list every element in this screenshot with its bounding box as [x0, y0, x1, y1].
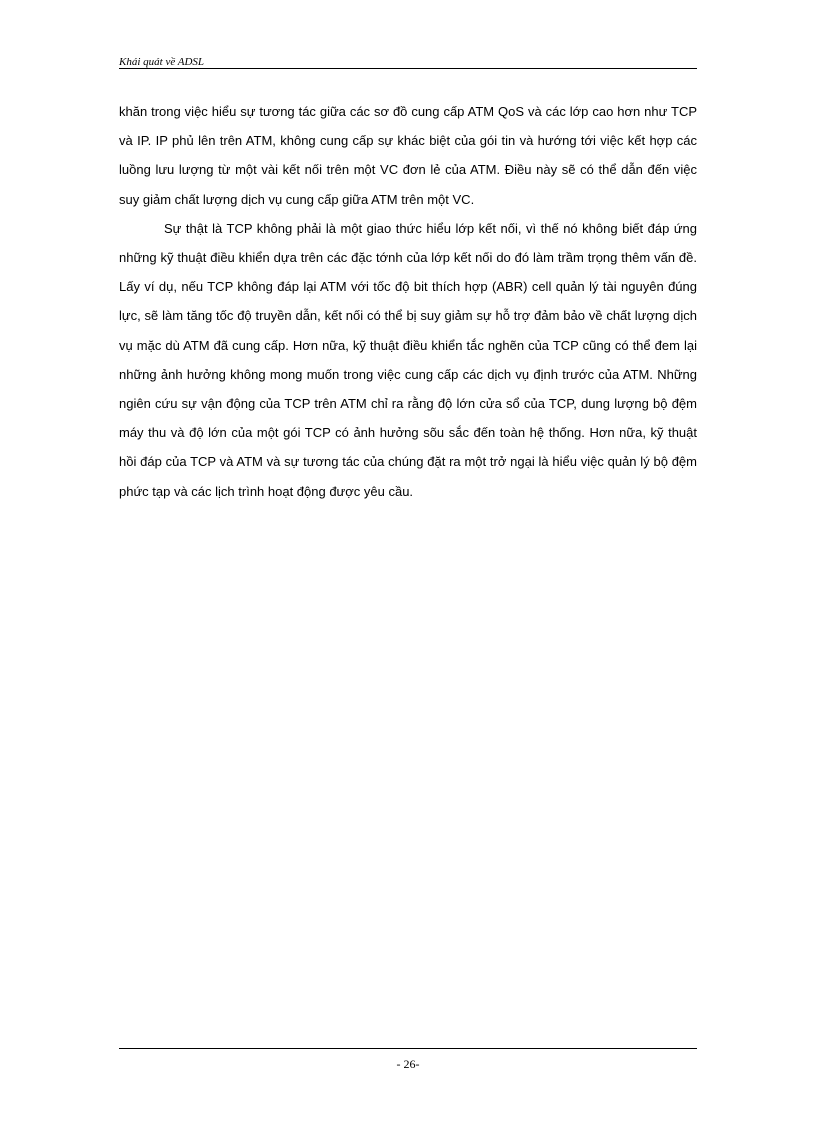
paragraph: khăn trong việc hiểu sự tương tác giữa các sơ đồ cung cấp ATM QoS và các lớp cao hơn như TCP và IP. IP phủ lên trên ATM, không cung cấp sự khác biệt của gói tin và hướng tới việc kết hợp các luồng lưu lượng từ một vài kết nối trên một VC đơn lẻ của ATM. Điều này sẽ có thể dẫn đến việc suy giảm chất lượng dịch vụ cung cấp giữa ATM trên một VC.	[119, 104, 697, 207]
footer-divider	[119, 1048, 697, 1049]
document-body	[119, 97, 697, 506]
header-divider	[119, 68, 697, 69]
page-header	[119, 52, 697, 68]
paragraph: Sự thật là TCP không phải là một giao thức hiểu lớp kết nối, vì thế nó không biết đáp ứng những kỹ thuật điều khiển dựa trên các đặc tớnh của lớp kết nối do đó làm trầm trọng thêm vấn đề. Lấy ví dụ, nếu TCP không đáp lại ATM với tốc độ bit thích hợp (ABR) cell quản lý tài nguyên đúng lực, sẽ làm tăng tốc độ truyền dẫn, kết nối có thể bị suy giảm sự hỗ trợ đảm bảo về chất lượng dịch vụ mặc dù ATM đã cung cấp. Hơn nữa, kỹ thuật điều khiển tắc nghẽn của TCP cũng có thể đem lại những ảnh hưởng không mong muốn trong việc cung cấp các dịch vụ định trước của ATM. Những ngiên cứu sự vận động của TCP trên ATM chỉ ra rằng độ lớn cửa sổ của TCP, dung lượng bộ đệm máy thu và độ lớn của một gói TCP có ảnh hưởng sõu sắc đến toàn hệ thống. Hơn nữa, kỹ thuật hồi đáp của TCP và ATM và sự tương tác của chúng đặt ra một trở ngại là hiểu việc quản lý bộ đệm phức tạp và các lịch trình hoạt động được yêu cầu.	[119, 220, 697, 499]
page-number: - 26-	[396, 1057, 420, 1071]
header-title: Khái quát về ADSL	[119, 56, 205, 68]
